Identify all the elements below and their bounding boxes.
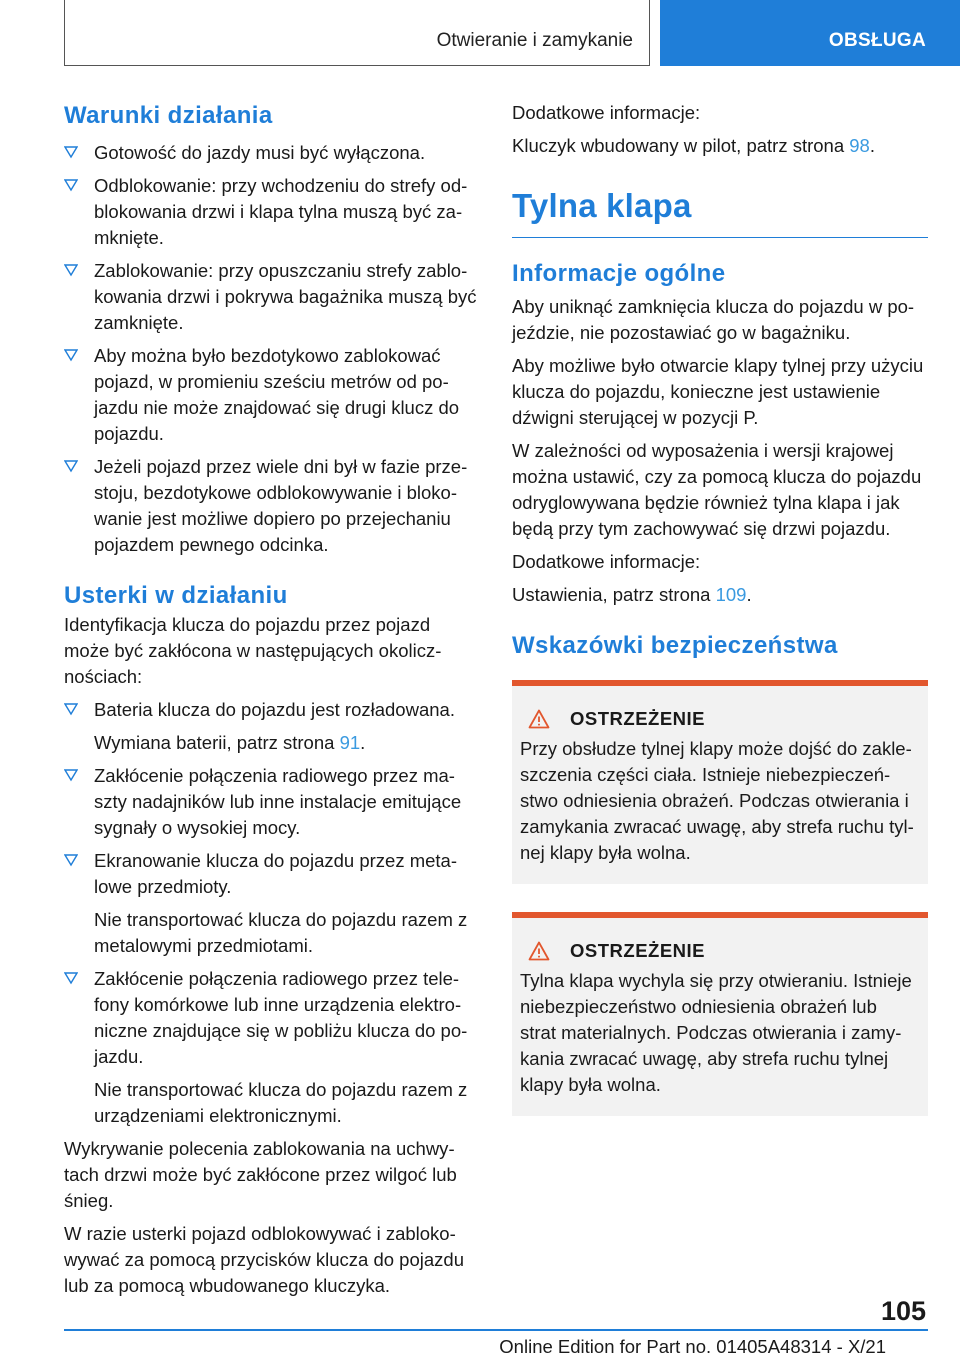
conditions-list: [64, 140, 480, 558]
list-item: Bateria klucza do pojazdu jest rozładowana. Wymiana baterii, patrz strona 91.: [64, 697, 480, 756]
section-title: Otwieranie i zamykanie: [436, 30, 633, 51]
left-column: [64, 100, 480, 1306]
warning-text: Przy obsłudze tylnej klapy może dojść do zakleszczenia części ciała. Istnieje niebezpieczeństwo odniesienia obrażeń. Podczas otwierania i zamykania zwracać uwagę, aby strefa ruchu tylnej klapy była wolna.: [520, 738, 914, 863]
key-reference: Kluczyk wbudowany w pilot, patrz strona 98.: [512, 135, 875, 156]
list-item: Aby można było bezdotykowo zablokować pojazd, w promieniu sześciu metrów od pojazdu nie może znajdować się drugi klucz do pojazdu.: [64, 343, 480, 447]
list-item-note: Nie transportować klucza do pojazdu razem z urządzeniami elektronicznymi.: [94, 1079, 468, 1126]
triangle-bullet-icon: [64, 348, 78, 362]
triangle-bullet-icon: [64, 459, 78, 473]
list-item: Gotowość do jazdy musi być wyłączona.: [64, 140, 480, 166]
paragraph: Aby uniknąć zamknięcia klucza do pojazdu w pojeździe, nie pozostawiać go w bagażniku.: [512, 296, 915, 343]
triangle-bullet-icon: [64, 853, 78, 867]
faults-intro: Identyfikacja klucza do pojazdu przez pojazd może być zakłócona w następujących okolicznościach:: [64, 614, 442, 687]
warning-header: [520, 940, 920, 962]
warning-triangle-icon: [528, 941, 550, 961]
paragraph: W zależności od wyposażenia i wersji krajowej można ustawić, czy za pomocą klucza do pojazdu odryglowywana będzie również tylna klapa i jak będą przy tym zachowywać się drzwi pojazdu.: [512, 440, 922, 539]
paragraph: Wykrywanie polecenia zablokowania na uchwytach drzwi może być zakłócone przez wilgoć lub śnieg.: [64, 1138, 457, 1211]
triangle-bullet-icon: [64, 971, 78, 985]
page-reference-link[interactable]: 91: [339, 732, 361, 753]
more-info-label: Dodatkowe informacje:: [512, 102, 701, 123]
page-header: [0, 0, 960, 66]
list-item: Zablokowanie: przy opuszczaniu strefy zablokowania drzwi i pokrywa bagażnika muszą być zamknięte.: [64, 258, 480, 336]
warning-title: OSTRZEŻENIE: [570, 708, 706, 729]
faults-list: [64, 697, 480, 1129]
footer-divider: [64, 1329, 928, 1331]
chapter-tab: [660, 0, 960, 66]
triangle-bullet-icon: [64, 702, 78, 716]
warning-triangle-icon: [528, 709, 550, 729]
general-info-heading: Informacje ogólne: [512, 260, 726, 287]
list-item: Zakłócenie połączenia radiowego przez maszty nadajników lub inne instalacje emitujące sygnały o wysokiej mocy.: [64, 763, 480, 841]
list-item: Ekranowanie klucza do pojazdu przez metalowe przedmioty. Nie transportować klucza do pojazdu razem z metalowymi przedmiotami.: [64, 848, 480, 959]
triangle-bullet-icon: [64, 768, 78, 782]
triangle-bullet-icon: [64, 178, 78, 192]
list-item: Zakłócenie połączenia radiowego przez telefony komórkowe lub inne urządzenia elektroniczne znajdujące się w pobliżu klucza do pojazdu. Nie transportować klucza do pojazdu razem z urządzeniami elektronicznymi.: [64, 966, 480, 1129]
edition-note: Online Edition for Part no. 01405A48314 - X/21: [499, 1336, 886, 1357]
paragraph: W razie usterki pojazd odblokowywać i zablokowywać za pomocą przycisków klucza do pojazdu lub za pomocą wbudowanego kluczyka.: [64, 1223, 464, 1296]
paragraph: Aby możliwe było otwarcie klapy tylnej przy użyciu klucza do pojazdu, konieczne jest ustawienie dźwigni sterującej w pozycji P.: [512, 355, 924, 428]
safety-heading: Wskazówki bezpieczeństwa: [512, 632, 838, 659]
page-reference-link[interactable]: 109: [715, 584, 747, 605]
list-item: Jeżeli pojazd przez wiele dni był w fazie przestoju, bezdotykowe odblokowywanie i blokowanie jest możliwe dopiero po przejechaniu pojazdem pewnego odcinka.: [64, 454, 480, 558]
page-number: 105: [880, 1296, 926, 1326]
chapter-label: OBSŁUGA: [828, 30, 926, 51]
warning-text: Tylna klapa wychyla się przy otwieraniu. Istnieje niebezpieczeństwo odniesienia obrażeń lub strat materialnych. Podczas otwierania i zamykania zwracać uwagę, aby strefa ruchu tylnej klapy była wolna.: [520, 970, 912, 1095]
faults-heading: Usterki w działaniu: [64, 582, 288, 609]
conditions-heading: Warunki działania: [64, 102, 273, 129]
settings-reference: Ustawienia, patrz strona 109.: [512, 584, 752, 605]
more-info-label: Dodatkowe informacje:: [512, 551, 701, 572]
battery-note: Wymiana baterii, patrz strona 91.: [94, 732, 366, 753]
triangle-bullet-icon: [64, 263, 78, 277]
list-item: Odblokowanie: przy wchodzeniu do strefy odblokowania drzwi i klapa tylna muszą być zamknięte.: [64, 173, 480, 251]
tailgate-heading: Tylna klapa: [512, 185, 928, 238]
page-reference-link[interactable]: 98: [849, 135, 870, 156]
warning-box: [512, 680, 928, 884]
right-column: [512, 100, 928, 1116]
triangle-bullet-icon: [64, 145, 78, 159]
warning-header: [520, 708, 920, 730]
warning-box: [512, 912, 928, 1116]
section-tab: [64, 0, 650, 66]
warning-title: OSTRZEŻENIE: [570, 940, 706, 961]
list-item-note: Nie transportować klucza do pojazdu razem z metalowymi przedmiotami.: [94, 909, 468, 956]
